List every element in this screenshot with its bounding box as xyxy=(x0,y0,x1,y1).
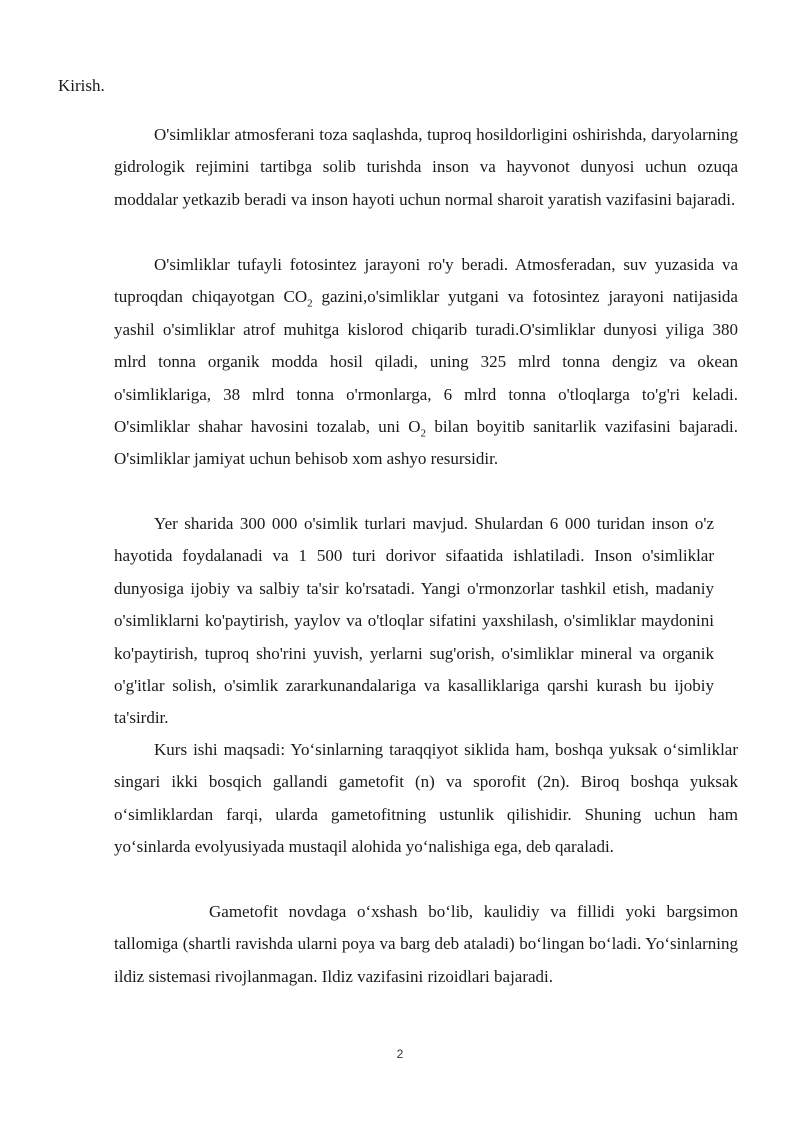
paragraph-3: Yer sharida 300 000 o'simlik turlari mavjud. Shulardan 6 000 turidan inson o'z hayotida foydalanadi va 1 500 turi dorivor sifaatida ishlatiladi. Inson o'simliklar dunyosiga ijobiy va salbiy ta'sir ko'rsatadi. Yangi o'rmonzorlar tashkil etish, madaniy o'simliklarni ko'paytirish, yaylov va o'tloqlar sifatini yaxshilash, o'simliklar maydonini ko'paytirish, tuproq sho'rini yuvish, yerlarni sug'orish, o'simliklar mineral va organik o'g'itlar solish, o'simlik zararkunandalariga va kasalliklariga qarshi kurash bu ijobiy ta'sirdir. xyxy=(114,514,714,728)
paragraph-2-part-3: bilan boyitib sanitarlik vazifasini bajaradi. O'simliklar jamiyat uchun behisob xom ashyo resursidir. xyxy=(114,417,738,469)
paragraph-2 xyxy=(114,249,738,476)
paragraph-2-part-1: O'simliklar tufayli fotosintez jarayoni ro'y beradi. Atmosferadan, suv yuzasida va tuproqdan chiqayotgan CO xyxy=(114,255,738,307)
section-heading: Kirish. xyxy=(58,76,105,95)
co2-subscript: 2 xyxy=(307,297,313,310)
paragraph-1: O'simliklar atmosferani toza saqlashda, tuproq hosildorligini oshirishda, daryolarning gidrologik rejimini tartibga solib turishda inson va hayvonot dunyosi uchun ozuqa moddalar yetkazib beradi va inson hayoti uchun normal sharoit yaratish vazifasini bajaradi. xyxy=(114,125,738,209)
paragraph-4: Kurs ishi maqsadi: Yo‘sinlarning taraqqiyot siklida ham, boshqa yuksak o‘simliklar singari ikki bosqich gallandi gametofit (n) va sporofit (2n). Biroq boshqa yuksak o‘simliklardan farqi, ularda gametofitning ustunlik qilishidir. Shuning uchun ham yo‘sinlarda evolyusiyada mustaqil alohida yo‘nalishiga ega, deb qaraladi. xyxy=(114,740,738,857)
o2-subscript: 2 xyxy=(420,427,427,440)
paragraph-2-part-2: gazini,o'simliklar yutgani va fotosintez jarayoni natijasida yashil o'simliklar atrof muhitga kislorod chiqarib turadi.O'simliklar dunyosi yiliga 380 mlrd tonna organik modda hosil qiladi, uning 325 mlrd tonna dengiz va okean o'simliklariga, 38 mlrd tonna o'rmonlarga, 6 mlrd tonna o'tloqlarga to'g'ri keladi. O'simliklar shahar havosini tozalab, uni O xyxy=(114,287,738,437)
page-number: 2 xyxy=(396,1047,404,1061)
paragraph-5: Gametofit novdaga o‘xshash bo‘lib, kaulidiy va fillidi yoki bargsimon tallomiga (shartli ravishda ularni poya va barg deb ataladi) bo‘lingan bo‘ladi. Yo‘sinlarning ildiz sistemasi rivojlanmagan. Ildiz vazifasini rizoidlari bajaradi. xyxy=(114,902,738,986)
